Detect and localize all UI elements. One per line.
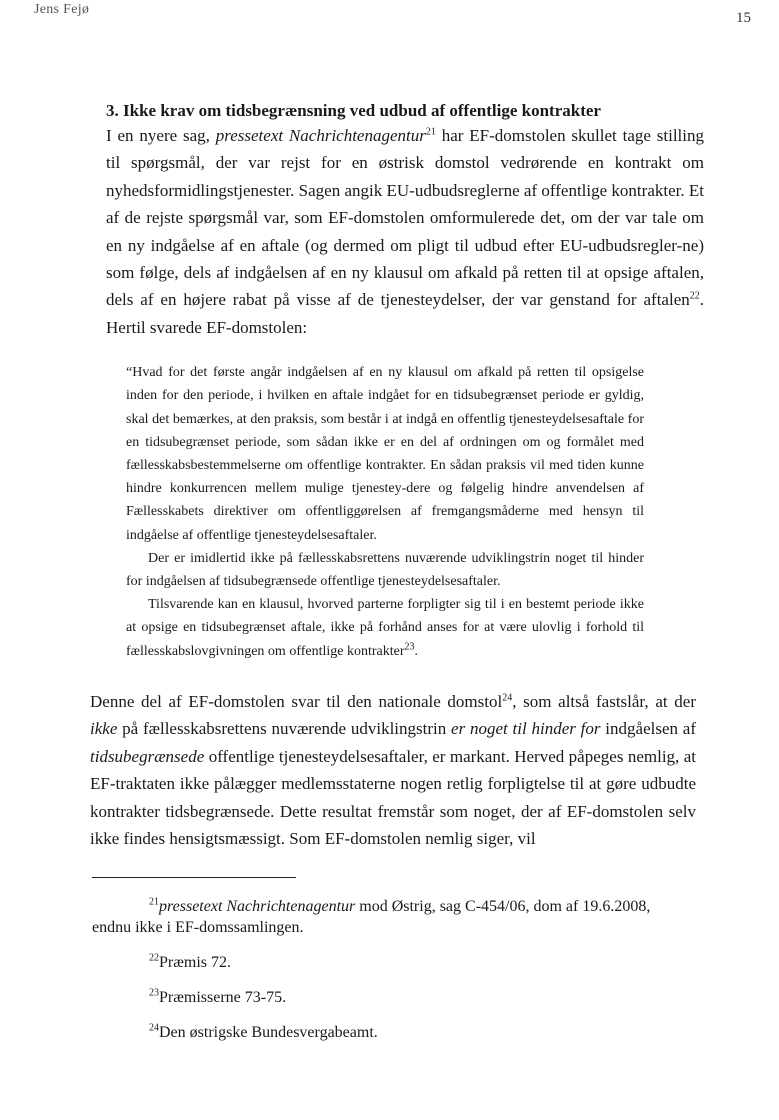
footnote-ref-24[interactable]: 24 (502, 692, 513, 704)
paragraph-analysis-wrapper (90, 688, 696, 852)
footnote-separator (92, 877, 296, 878)
footnote-ref-23[interactable]: 23 (404, 641, 415, 653)
paragraph-text: offentlige tjenesteydelsesaftaler, er markant. Herved påpeges nemlig, at EF-traktaten ikke pålægger medlemsstaterne nogen retlig forpligtelse til at gøre udbudte kontrakter tidsbegrænsede. Dette resultat fremstår som noget, der af EF-domstolen selv ikke findes hensigtsmæssigt. Som EF-domstolen nemlig siger, vil (90, 746, 696, 849)
case-name: pressetext Nachrichtenagentur (215, 126, 426, 145)
section-heading: 3. Ikke krav om tidsbegrænsning ved udbud af offentlige kontrakter (106, 101, 601, 120)
footnote-text: Præmisserne 73-75. (159, 989, 287, 1006)
quote-paragraph-3 (126, 593, 644, 663)
footnote-24 (92, 1022, 682, 1043)
block-quote (126, 361, 644, 663)
footnote-21 (92, 896, 682, 938)
paragraph-text: , som altså fastslår, at der (512, 692, 696, 711)
quote-paragraph-2: Der er imidlertid ikke på fællesskabsrettens nuværende udviklingstrin noget til hinder for indgåelsen af tidsubegrænsede offentlige tjenesteydelsesaftaler. (126, 550, 644, 590)
page-number: 15 (736, 10, 751, 26)
footnote-number: 21 (149, 896, 159, 908)
quote-paragraph-1: “Hvad for det første angår indgåelsen af en ny klausul om afkald på retten til opsigelse inden for den periode, i hvilken en aftale indgået for en tidsubegrænset periode er gyldig, skal det bemærkes, at den praksis, som består i at indgå en offentlig tjenesteydelsesaftale for en tidsubegrænset periode, som sådan ikke er en del af ordningen om og formålet med fællesskabsbestemmelserne om offentlige kontrakter. En sådan praksis vil med tiden kunne hindre konkurrencen mellem mulige tjenestey-dere og følgelig hindre anvendelsen af Fællesskabets direktiver om offentliggørelsen af fremgangsmåderne med hensyn til indgåelse af offentlige tjenesteydelsesaftaler. (126, 365, 644, 543)
paragraph-text: har EF-domstolen skullet tage stilling til spørgsmål, der var rejst for en østrisk domstol vedrørende en kontrakt om nyhedsformidlingstjenester. Sagen angik EU-udbudsreglerne af offentlige kontrakter. Et af de rejste spørgsmål var, som EF-domstolen omformulerede det, om der var tale om en ny indgåelse af en aftale (og dermed om pligt til udbud efter EU-udbudsregler-ne) som følge, dels af indgåelsen af en ny klausul om afkald på retten til at opsige aftalen, dels af en højere rabat på visse af de tjenesteydelser, der var genstand for aftalen (106, 126, 704, 310)
footnote-case-name: pressetext Nachrichtenagentur (159, 898, 356, 915)
quote-text: Tilsvarende kan en klausul, hvorved parterne forpligter sig til i en bestemt periode ikke at opsige en tidsubegrænset aftale, ikke på forhånd anses for at være ulovlig i forhold til fællesskabslovgivningen om offentlige kontrakter (126, 597, 644, 659)
paragraph-text: på fællesskabsrettens nuværende udviklingstrin (117, 719, 452, 739)
paragraph-text: . Hertil svarede EF-domstolen: (106, 290, 704, 337)
footnote-23 (92, 987, 682, 1008)
paragraph-text: I en nyere sag, (106, 126, 216, 145)
quote-text: . (414, 643, 419, 659)
footnote-text: Præmis 72. (159, 954, 232, 971)
emphasis-ikke: ikke (90, 719, 118, 739)
footnote-number: 22 (149, 952, 159, 964)
paragraph-text: indgåelsen af (600, 719, 696, 739)
footnote-text: Den østrigske Bundesvergabeamt. (159, 1024, 378, 1041)
footnote-ref-22[interactable]: 22 (689, 290, 700, 302)
footnotes (92, 896, 682, 1057)
paragraph-intro (106, 122, 704, 341)
footnote-22 (92, 952, 682, 973)
paragraph-text: Denne del af EF-domstolen svar til den nationale domstol (90, 692, 503, 711)
emphasis-tidsubegraensede: tidsubegrænsede (90, 746, 205, 766)
footnote-ref-21[interactable]: 21 (425, 126, 436, 138)
paragraph-analysis (90, 688, 696, 852)
emphasis-hinder: er noget til hinder for (451, 719, 601, 739)
running-head-author: Jens Fejø (34, 2, 90, 17)
footnote-text: mod Østrig, sag C-454/06, dom af 19.6.2008, endnu ikke i EF-domssamlingen. (92, 898, 651, 936)
footnote-number: 23 (149, 987, 159, 999)
footnote-number: 24 (149, 1022, 159, 1034)
main-content (106, 100, 704, 663)
